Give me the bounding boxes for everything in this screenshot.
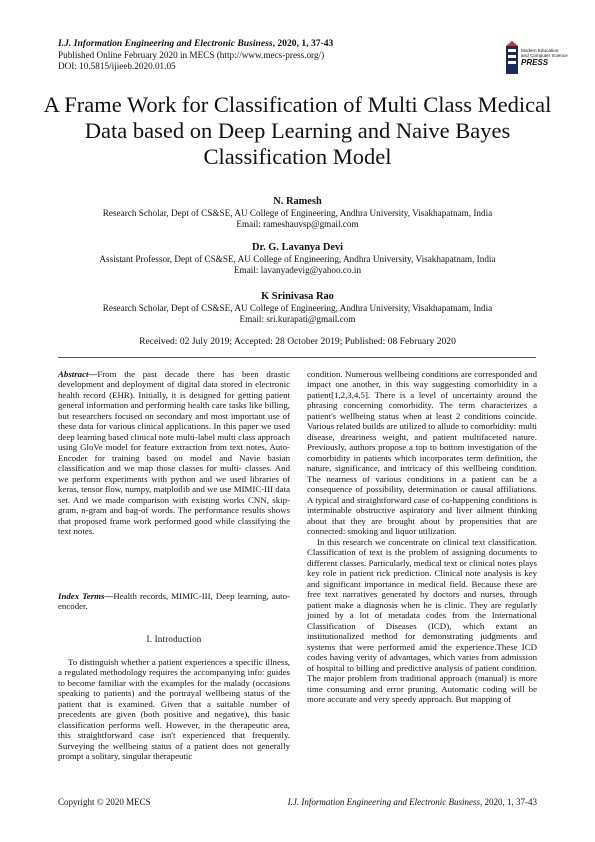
author-email: Email: sri.kurapati@gmail.com (239, 314, 356, 324)
index-terms (58, 591, 290, 612)
author-affiliation: Research Scholar, Dept of CS&SE, AU College of Engineering, Andhra University, Visakhapatnam, India (102, 303, 493, 313)
logo-line-3: PRESS (521, 58, 549, 67)
header-issue: , 2020, 1, 37-43 (272, 38, 334, 49)
logo-text (521, 48, 568, 68)
footer-issue: , 2020, 1, 37-43 (480, 797, 537, 807)
header-doi: DOI: 10.5815/ijieeb.2020.01.05 (58, 61, 176, 71)
index-terms-label: Index Terms— (58, 591, 114, 601)
abstract-text: From the past decade there has been drastic development and deployment of digital data stored in electronic health record (EHR). Initially, it is designed for getting patient general information and performing health care tasks like billing, but researchers focused on secondary and most important use of these data for various clinical applications. In this paper we used deep learning based clinical note multi-label multi class approach using GloVe model for feature extraction from text notes, Auto-Encoder for training based on model and Navie basian classification and we map those classes for multi- classes. And we perform experiments with python and we used libraries of keras, tensor flow, numpy, matplotlib and we use MIMIC-III data set. And we made comparison with existing works CNN, skip-gram, n-gram and bag-of words. The performance results shows that proposed frame work performed good while classifying the text notes. (58, 369, 290, 537)
received-dates: Received: 02 July 2019; Accepted: 28 October 2019; Published: 08 February 2020 (139, 336, 456, 347)
abstract-label: Abstract— (58, 369, 98, 379)
author-email: Email: rameshauvsp@gmail.com (236, 219, 359, 229)
author-name: N. Ramesh (273, 196, 322, 207)
footer-journal (287, 797, 537, 807)
paper-title: A Frame Work for Classification of Multi Class Medical Data based on Deep Learning and Naive Bayes Classification Model (43, 92, 552, 169)
footer-journal-name: I.J. Information Engineering and Electronic Business (287, 797, 480, 807)
author-affiliation: Research Scholar, Dept of CS&SE, AU College of Engineering, Andhra University, Visakhapatnam, India (102, 208, 493, 218)
logo-line-1: Modern Education (521, 48, 559, 53)
author-name: K Srinivasa Rao (261, 291, 334, 302)
right-paragraph-1: condition. Numerous wellbeing conditions are corresponded and impact one another, in this way suggesting comorbidity in a patient[1,2,3,4,5]. There is a level of uncertainty around the phrasing concerning comorbidity. The term characterizes a patient's wellbeing status when at least 2 conditions coincide. Various related builds are utilized to allude to comorbidity: multi disease, dreariness weight, and patient multifaceted nature. Previously, authors propose a top to bottom investigation of the comorbidity in patients which incorporates term definition, the nature, significance, and intricacy of this wellbeing condition. The nearness of various conditions in a patient can be a consequence of possibility, determination or causal affiliations. A typical and straightforward case of co-happening conditions is interminable obstructive aspiratory and liver ailment thinking about that they are brought about by propensities that are connected: smoking and liquor utilization. (307, 369, 537, 537)
footer-copyright: Copyright © 2020 MECS (58, 797, 151, 807)
right-paragraph-2: In this research we concentrate on clinical text classification. Classification of text is the problem of assigning documents to different classes. Particularly, medical text or clinical notes plays key role in patient rick prediction. Clinical note analysis is key and significant importance in medical field. Because these are free text narratives generated by doctors and nurses, through patient make a diagnosis when he is clinic. They are regularly joined by a lot of metadata codes from the International Classification of Diseases (ICD), which extant an institutionalized method for demonstrating judgments and systems that were performed amid the experience.These ICD codes having verity of advantages, which varies from admission of hospital to billing and predictive analysis of patient condition. The major problem from traditional approach (manual) is more time consuming and error pruning. Automatic coding will be more accurate and very speedy approach. But mapping of (307, 536, 537, 705)
author-email: Email: lavanyadevig@yahoo.co.in (233, 265, 362, 275)
index-terms-text: Health records, MIMIC-III, Deep learning, auto-encoder. (58, 591, 291, 612)
author-name: Dr. G. Lavanya Devi (251, 242, 344, 253)
intro-left-column (58, 657, 290, 762)
mecs-press-logo (505, 40, 568, 78)
header-divider (58, 357, 536, 358)
author-1 (30, 195, 565, 230)
author-affiliation: Assistant Professor, Dept of CS&SE, AU College of Engineering, Andhra University, Visakhapatnam, India (99, 254, 496, 264)
header-published: Published Online February 2020 in MECS (http://www.mecs-press.org/) (58, 50, 325, 60)
right-column (307, 369, 537, 705)
running-header (58, 38, 333, 49)
header-journal: I.J. Information Engineering and Electronic Business (58, 38, 273, 49)
intro-paragraph: To distinguish whether a patient experiences a specific illness, a regulated methodology requires the accompanying info: guides to become familiar with the examples for the malady (occasions speaking to patients) and the portrayal wellbeing status of the patient that is examined. Given that a suitable number of precedents are given (both positive and negative), this basic classification performs well. However, in the therapeutic area, this straightforward case isn't experienced that frequently. Surveying the wellbeing status of a patient does not generally prompt a solitary, singular therapeutic (58, 657, 290, 762)
author-2 (30, 241, 565, 276)
logo-line-2: and Computer Science (521, 53, 568, 58)
abstract (58, 369, 290, 537)
intro-heading: I. Introduction (146, 634, 202, 644)
author-3 (30, 290, 565, 325)
